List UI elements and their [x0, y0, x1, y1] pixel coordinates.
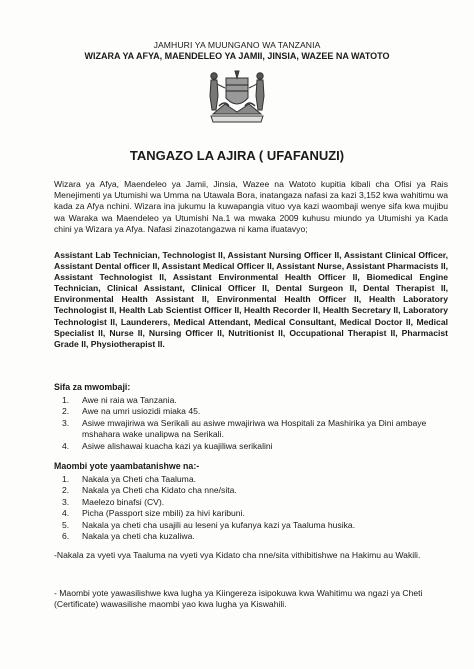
- attachments-list: [54, 474, 448, 542]
- list-item: [54, 406, 448, 417]
- letterhead: [0, 40, 474, 61]
- list-item-number: 1.: [62, 395, 70, 405]
- attachments-heading: Maombi yote yaambatanishwe na:-: [54, 461, 200, 471]
- positions-paragraph: Assistant Lab Technician, Technologist II, Assistant Nursing Officer II, Assistant Clinical Officer, Assistant Dental officer II, Assistant Medical Officer II, Assistant Nurse, Assistant Pharmacists II, Assistant Technologist II, Assistant Environmental Health Officer II, Biomedical Engine Technician, Clinical Assistant, Clinical Officer II, Dental Surgeon II, Dental Therapist II, Environmental Health Assistant II, Environmental Health Officer II, Health Laboratory Technologist II, Health Lab Scientist Officer II, Health Recorder II, Health Secretary II, Laboratory Technologist II, Launderers, Medical Attendant, Medical Consultant, Medical Doctor II, Medical Specialist II, Nurse II, Nursing Officer II, Nutritionist II, Occupational Therapist II, Pharmacist Grade II, Physiotherapist II.: [54, 250, 448, 349]
- list-item: [54, 485, 448, 496]
- list-item-number: 3.: [62, 417, 70, 428]
- list-item-number: 1.: [62, 474, 70, 484]
- letterhead-line-2: WIZARA YA AFYA, MAENDELEO YA JAMII, JINSIA, WAZEE NA WATOTO: [84, 51, 390, 61]
- list-item-text: Maelezo binafsi (CV).: [82, 496, 165, 507]
- list-item-number: 4.: [62, 508, 70, 519]
- list-item-text: Nakala ya cheti cha kuzaliwa.: [82, 531, 195, 542]
- coat-of-arms-emblem: [205, 66, 269, 124]
- list-item-number: 2.: [62, 406, 70, 417]
- list-item: [54, 520, 448, 531]
- list-item-text: Asiwe alishawai kuacha kazi ya kuajiliwa serikalini: [82, 440, 273, 451]
- requirements-list: [54, 395, 448, 452]
- page-title: TANGAZO LA AJIRA ( UFAFANUZI): [129, 148, 345, 163]
- list-item-text: Nakala ya cheti cha usajili au leseni ya kufanya kazi ya Taaluma husika.: [82, 519, 356, 530]
- list-item-number: 6.: [62, 531, 70, 542]
- list-item: [54, 497, 448, 508]
- list-item-text: Awe na umri usiozidi miaka 45.: [82, 406, 201, 417]
- intro-paragraph: Wizara ya Afya, Maendeleo ya Jamii, Jinsia, Wazee na Watoto kupitia kibali cha Ofisi ya Rais Menejimenti ya Utumishi wa Umma na Utawala Bora, inatangaza nafasi za kazi 3,152 kwa wahitimu wa kada za Afya nchini. Wizara ina jukumu la kuwapangia vituo vya kazi waombaji wenye sifa kwa mujibu wa Waraka wa Maendeleo ya Utumishi Na.1 wa mwaka 2009 kuhusu miundo ya Utumishi ya Kada chini ya Wizara ya Afya. Nafasi zinazotangazwa ni kama ifuatavyo;: [54, 179, 448, 234]
- list-item-text: Nakala ya Cheti cha Kidato cha nne/sita.: [82, 485, 237, 496]
- list-item-number: 5.: [62, 519, 70, 530]
- list-item: [54, 395, 448, 406]
- list-item-text: Nakala ya Cheti cha Taaluma.: [82, 474, 197, 484]
- list-item: [54, 418, 448, 441]
- requirements-heading: Sifa za mwombaji:: [54, 382, 131, 392]
- list-item: [54, 531, 448, 542]
- letterhead-line-1: JAMHURI YA MUUNGANO WA TANZANIA: [153, 40, 321, 50]
- list-item-text: Picha (Passport size mbili) za hivi karibuni.: [82, 508, 245, 519]
- list-item-number: 4.: [62, 440, 70, 451]
- list-item-text: Awe ni raia wa Tanzania.: [82, 395, 177, 405]
- list-item-number: 3.: [62, 496, 70, 507]
- language-note: - Maombi yote yawasilishwe kwa lugha ya Kiingereza isipokuwa kwa Wahitimu wa ngazi ya Cheti (Certificate) wawasilishe maombi yao kwa lugha ya Kiswahili.: [54, 588, 423, 610]
- list-item: [54, 508, 448, 519]
- list-item: [54, 441, 448, 452]
- list-item: [54, 474, 448, 485]
- certification-note: -Nakala za vyeti vya Taaluma na vyeti vya Kidato cha nne/sita vithibitishwe na Hakimu au Wakili.: [54, 550, 421, 560]
- list-item-text: Asiwe mwajiriwa wa Serikali au asiwe mwajiriwa wa Hospitali za Mashirika ya Dini ambaye mshahara wake unalipwa na Serikali.: [82, 417, 427, 440]
- list-item-number: 2.: [62, 485, 70, 496]
